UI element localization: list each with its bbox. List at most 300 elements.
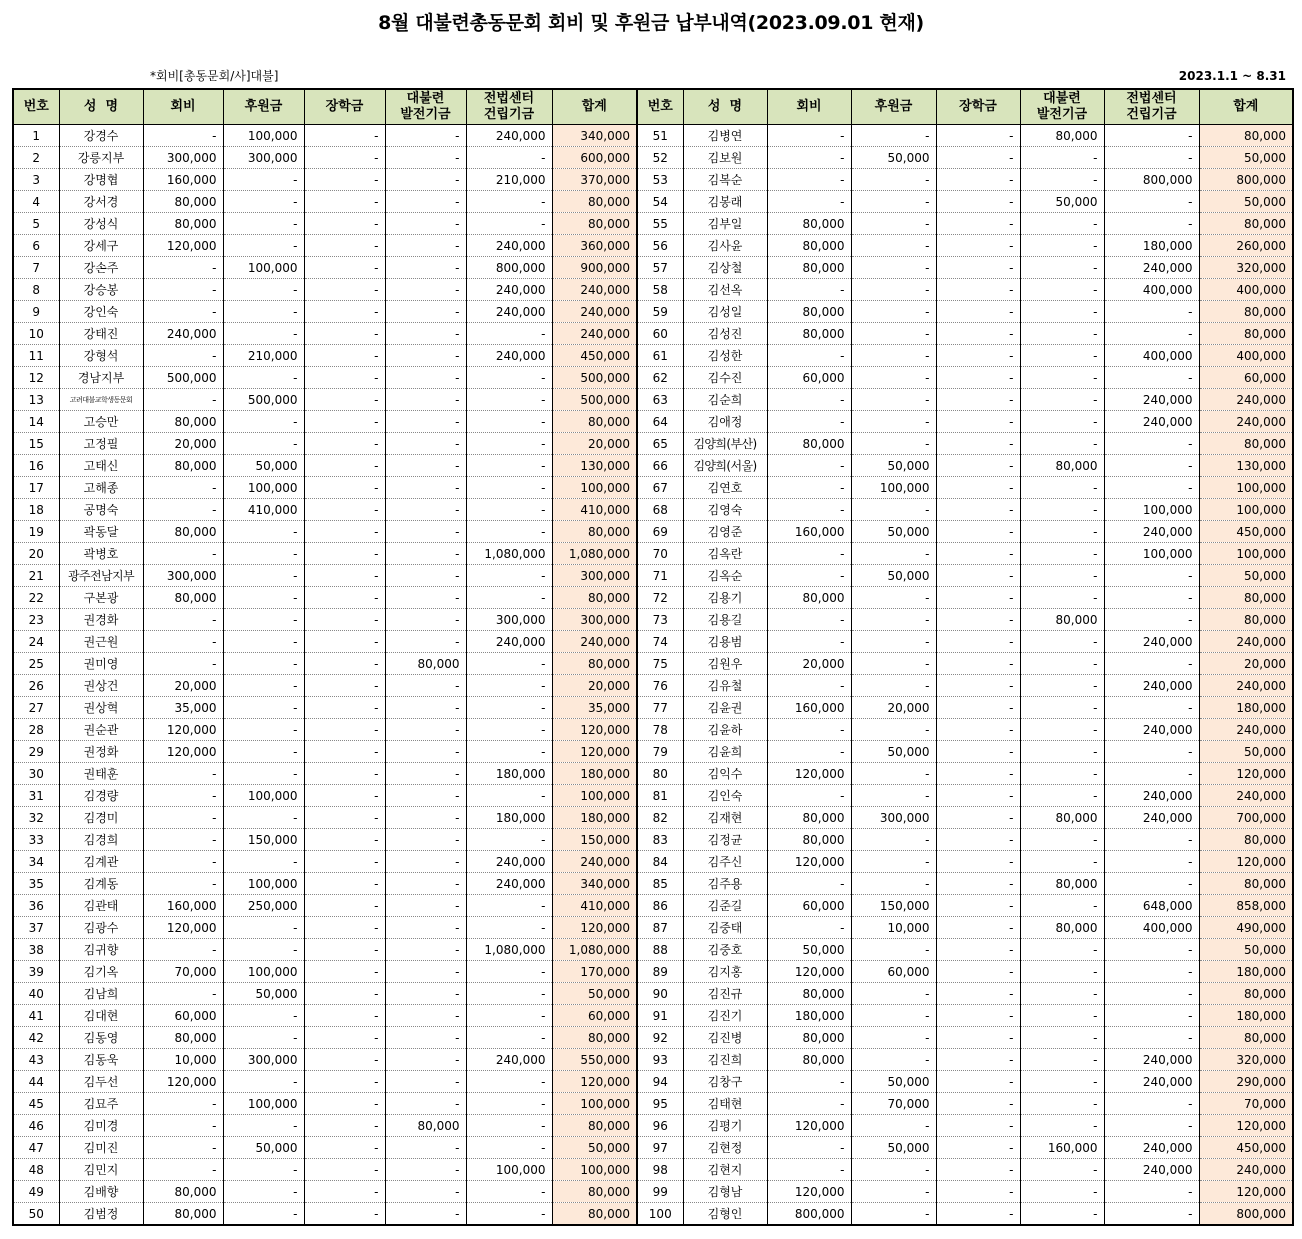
cell-dues-right: 800,000 bbox=[767, 1203, 851, 1226]
cell-devfund-left: - bbox=[385, 213, 466, 235]
cell-devfund-left: - bbox=[385, 1159, 466, 1181]
cell-devfund-left: - bbox=[385, 1027, 466, 1049]
cell-no-left: 29 bbox=[13, 741, 59, 763]
table-row bbox=[13, 1005, 1293, 1027]
cell-name-left: 권근원 bbox=[59, 631, 143, 653]
cell-no-left: 24 bbox=[13, 631, 59, 653]
cell-dues-left: - bbox=[143, 631, 223, 653]
cell-name-right: 김복순 bbox=[683, 169, 767, 191]
cell-centerfund-left: - bbox=[466, 829, 552, 851]
cell-centerfund-left: - bbox=[466, 389, 552, 411]
cell-centerfund-left: 300,000 bbox=[466, 609, 552, 631]
cell-dues-right: - bbox=[767, 125, 851, 147]
cell-devfund-right: - bbox=[1020, 345, 1104, 367]
cell-dues-right: - bbox=[767, 741, 851, 763]
cell-dues-right: - bbox=[767, 609, 851, 631]
table-row bbox=[13, 1137, 1293, 1159]
cell-donation-left: - bbox=[223, 1005, 304, 1027]
cell-scholarship-right: - bbox=[936, 1115, 1020, 1137]
cell-dues-right: - bbox=[767, 565, 851, 587]
cell-name-left: 김묘주 bbox=[59, 1093, 143, 1115]
cell-devfund-left: - bbox=[385, 1203, 466, 1226]
cell-donation-right: - bbox=[851, 1181, 936, 1203]
cell-devfund-left: - bbox=[385, 279, 466, 301]
cell-total-left: 120,000 bbox=[552, 1071, 637, 1093]
cell-no-right: 96 bbox=[637, 1115, 683, 1137]
cell-scholarship-right: - bbox=[936, 301, 1020, 323]
cell-dues-left: 35,000 bbox=[143, 697, 223, 719]
cell-scholarship-right: - bbox=[936, 367, 1020, 389]
cell-devfund-right: - bbox=[1020, 675, 1104, 697]
cell-dues-left: 70,000 bbox=[143, 961, 223, 983]
cell-devfund-right: 160,000 bbox=[1020, 1137, 1104, 1159]
cell-donation-left: - bbox=[223, 411, 304, 433]
cell-total-right: 100,000 bbox=[1199, 499, 1293, 521]
cell-dues-left: - bbox=[143, 829, 223, 851]
cell-centerfund-right: - bbox=[1104, 741, 1199, 763]
cell-total-right: 800,000 bbox=[1199, 1203, 1293, 1226]
cell-scholarship-left: - bbox=[304, 1005, 385, 1027]
cell-total-right: 50,000 bbox=[1199, 741, 1293, 763]
cell-name-right: 김유철 bbox=[683, 675, 767, 697]
cell-centerfund-left: - bbox=[466, 917, 552, 939]
cell-total-left: 500,000 bbox=[552, 367, 637, 389]
cell-donation-right: 300,000 bbox=[851, 807, 936, 829]
cell-scholarship-left: - bbox=[304, 389, 385, 411]
cell-donation-right: - bbox=[851, 1203, 936, 1226]
cell-scholarship-left: - bbox=[304, 1093, 385, 1115]
cell-donation-left: 100,000 bbox=[223, 785, 304, 807]
cell-centerfund-right: 240,000 bbox=[1104, 631, 1199, 653]
cell-scholarship-right: - bbox=[936, 389, 1020, 411]
cell-name-right: 김성한 bbox=[683, 345, 767, 367]
cell-scholarship-right: - bbox=[936, 455, 1020, 477]
cell-donation-left: - bbox=[223, 1027, 304, 1049]
cell-dues-left: 160,000 bbox=[143, 169, 223, 191]
cell-no-left: 14 bbox=[13, 411, 59, 433]
cell-scholarship-left: - bbox=[304, 829, 385, 851]
header-dues-right: 회비 bbox=[767, 89, 851, 125]
cell-total-left: 500,000 bbox=[552, 389, 637, 411]
table-row bbox=[13, 257, 1293, 279]
cell-no-left: 37 bbox=[13, 917, 59, 939]
cell-total-right: 120,000 bbox=[1199, 1181, 1293, 1203]
cell-scholarship-left: - bbox=[304, 345, 385, 367]
cell-donation-right: - bbox=[851, 1115, 936, 1137]
cell-name-right: 김순희 bbox=[683, 389, 767, 411]
cell-total-right: 80,000 bbox=[1199, 323, 1293, 345]
cell-donation-left: - bbox=[223, 191, 304, 213]
cell-centerfund-left: - bbox=[466, 1027, 552, 1049]
cell-centerfund-right: - bbox=[1104, 455, 1199, 477]
cell-total-left: 50,000 bbox=[552, 983, 637, 1005]
cell-scholarship-right: - bbox=[936, 697, 1020, 719]
header-scholarship-left: 장학금 bbox=[304, 89, 385, 125]
cell-donation-right: - bbox=[851, 323, 936, 345]
cell-devfund-left: - bbox=[385, 785, 466, 807]
cell-total-left: 450,000 bbox=[552, 345, 637, 367]
cell-dues-left: 80,000 bbox=[143, 1203, 223, 1226]
cell-scholarship-right: - bbox=[936, 543, 1020, 565]
cell-dues-left: - bbox=[143, 1115, 223, 1137]
cell-donation-right: - bbox=[851, 1049, 936, 1071]
table-row bbox=[13, 1115, 1293, 1137]
cell-centerfund-right: - bbox=[1104, 1093, 1199, 1115]
cell-dues-right: - bbox=[767, 389, 851, 411]
cell-devfund-right: - bbox=[1020, 433, 1104, 455]
cell-donation-right: - bbox=[851, 829, 936, 851]
cell-centerfund-left: - bbox=[466, 785, 552, 807]
cell-dues-right: 20,000 bbox=[767, 653, 851, 675]
cell-centerfund-left: 1,080,000 bbox=[466, 939, 552, 961]
cell-total-right: 80,000 bbox=[1199, 1027, 1293, 1049]
cell-centerfund-left: - bbox=[466, 323, 552, 345]
cell-no-right: 99 bbox=[637, 1181, 683, 1203]
cell-centerfund-left: 240,000 bbox=[466, 345, 552, 367]
cell-name-right: 김옥란 bbox=[683, 543, 767, 565]
cell-total-left: 240,000 bbox=[552, 323, 637, 345]
cell-scholarship-left: - bbox=[304, 191, 385, 213]
cell-scholarship-right: - bbox=[936, 653, 1020, 675]
cell-donation-left: - bbox=[223, 213, 304, 235]
cell-name-right: 김재현 bbox=[683, 807, 767, 829]
cell-centerfund-right: - bbox=[1104, 433, 1199, 455]
cell-scholarship-right: - bbox=[936, 323, 1020, 345]
table-row bbox=[13, 433, 1293, 455]
cell-no-left: 25 bbox=[13, 653, 59, 675]
cell-scholarship-right: - bbox=[936, 345, 1020, 367]
cell-name-right: 김애정 bbox=[683, 411, 767, 433]
cell-no-right: 91 bbox=[637, 1005, 683, 1027]
cell-no-right: 56 bbox=[637, 235, 683, 257]
cell-devfund-right: - bbox=[1020, 1005, 1104, 1027]
cell-total-left: 300,000 bbox=[552, 565, 637, 587]
cell-dues-left: 80,000 bbox=[143, 411, 223, 433]
cell-name-right: 김인숙 bbox=[683, 785, 767, 807]
cell-total-right: 80,000 bbox=[1199, 829, 1293, 851]
cell-total-left: 550,000 bbox=[552, 1049, 637, 1071]
cell-name-right: 김진병 bbox=[683, 1027, 767, 1049]
cell-donation-right: 50,000 bbox=[851, 147, 936, 169]
cell-devfund-left: - bbox=[385, 763, 466, 785]
table-row bbox=[13, 235, 1293, 257]
cell-name-right: 김봉래 bbox=[683, 191, 767, 213]
table-row bbox=[13, 609, 1293, 631]
table-row bbox=[13, 851, 1293, 873]
cell-donation-left: - bbox=[223, 741, 304, 763]
cell-donation-left: - bbox=[223, 1115, 304, 1137]
cell-no-left: 23 bbox=[13, 609, 59, 631]
table-row bbox=[13, 917, 1293, 939]
cell-dues-right: 80,000 bbox=[767, 829, 851, 851]
cell-scholarship-left: - bbox=[304, 543, 385, 565]
cell-devfund-left: - bbox=[385, 873, 466, 895]
cell-devfund-right: - bbox=[1020, 257, 1104, 279]
cell-centerfund-left: 180,000 bbox=[466, 807, 552, 829]
cell-donation-right: - bbox=[851, 213, 936, 235]
cell-donation-right: - bbox=[851, 279, 936, 301]
cell-dues-right: 80,000 bbox=[767, 323, 851, 345]
cell-no-left: 33 bbox=[13, 829, 59, 851]
cell-dues-right: - bbox=[767, 1093, 851, 1115]
cell-devfund-left: - bbox=[385, 983, 466, 1005]
table-row bbox=[13, 1071, 1293, 1093]
cell-dues-right: - bbox=[767, 675, 851, 697]
cell-no-left: 45 bbox=[13, 1093, 59, 1115]
header-name-left: 성 명 bbox=[59, 89, 143, 125]
cell-no-right: 83 bbox=[637, 829, 683, 851]
cell-total-right: 800,000 bbox=[1199, 169, 1293, 191]
cell-scholarship-right: - bbox=[936, 1181, 1020, 1203]
cell-devfund-left: - bbox=[385, 1137, 466, 1159]
cell-name-left: 공명숙 bbox=[59, 499, 143, 521]
cell-name-right: 김중태 bbox=[683, 917, 767, 939]
cell-dues-right: - bbox=[767, 411, 851, 433]
cell-donation-right: - bbox=[851, 851, 936, 873]
cell-no-left: 5 bbox=[13, 213, 59, 235]
cell-scholarship-right: - bbox=[936, 1049, 1020, 1071]
ledger-body bbox=[13, 125, 1293, 1226]
cell-name-right: 김지홍 bbox=[683, 961, 767, 983]
cell-no-left: 2 bbox=[13, 147, 59, 169]
cell-no-right: 58 bbox=[637, 279, 683, 301]
cell-dues-right: - bbox=[767, 719, 851, 741]
cell-no-left: 39 bbox=[13, 961, 59, 983]
cell-no-left: 13 bbox=[13, 389, 59, 411]
cell-name-right: 김영숙 bbox=[683, 499, 767, 521]
cell-dues-right: - bbox=[767, 279, 851, 301]
cell-centerfund-left: - bbox=[466, 1137, 552, 1159]
cell-devfund-right: - bbox=[1020, 631, 1104, 653]
cell-donation-left: - bbox=[223, 521, 304, 543]
cell-dues-right: 80,000 bbox=[767, 1027, 851, 1049]
cell-donation-left: - bbox=[223, 917, 304, 939]
header-dues-left: 회비 bbox=[143, 89, 223, 125]
cell-scholarship-right: - bbox=[936, 147, 1020, 169]
cell-scholarship-right: - bbox=[936, 191, 1020, 213]
cell-total-left: 80,000 bbox=[552, 521, 637, 543]
cell-donation-right: - bbox=[851, 719, 936, 741]
cell-devfund-left: - bbox=[385, 1005, 466, 1027]
header-scholarship-right: 장학금 bbox=[936, 89, 1020, 125]
cell-scholarship-right: - bbox=[936, 917, 1020, 939]
cell-dues-right: 80,000 bbox=[767, 301, 851, 323]
cell-name-left: 고해종 bbox=[59, 477, 143, 499]
cell-centerfund-right: - bbox=[1104, 1115, 1199, 1137]
cell-donation-left: - bbox=[223, 565, 304, 587]
cell-dues-right: 120,000 bbox=[767, 961, 851, 983]
cell-total-left: 80,000 bbox=[552, 1181, 637, 1203]
cell-no-right: 88 bbox=[637, 939, 683, 961]
cell-name-right: 김상철 bbox=[683, 257, 767, 279]
cell-scholarship-right: - bbox=[936, 763, 1020, 785]
cell-dues-left: - bbox=[143, 477, 223, 499]
table-row bbox=[13, 653, 1293, 675]
cell-donation-left: - bbox=[223, 367, 304, 389]
cell-centerfund-right: 400,000 bbox=[1104, 345, 1199, 367]
cell-total-left: 600,000 bbox=[552, 147, 637, 169]
cell-devfund-right: - bbox=[1020, 389, 1104, 411]
cell-centerfund-right: - bbox=[1104, 477, 1199, 499]
cell-donation-right: 50,000 bbox=[851, 565, 936, 587]
cell-donation-right: - bbox=[851, 169, 936, 191]
cell-total-left: 300,000 bbox=[552, 609, 637, 631]
cell-total-left: 100,000 bbox=[552, 1093, 637, 1115]
cell-dues-left: - bbox=[143, 389, 223, 411]
cell-total-right: 240,000 bbox=[1199, 719, 1293, 741]
cell-no-left: 15 bbox=[13, 433, 59, 455]
table-row bbox=[13, 587, 1293, 609]
cell-devfund-left: - bbox=[385, 609, 466, 631]
cell-centerfund-right: - bbox=[1104, 851, 1199, 873]
cell-total-right: 450,000 bbox=[1199, 521, 1293, 543]
cell-total-right: 240,000 bbox=[1199, 785, 1293, 807]
cell-total-left: 100,000 bbox=[552, 477, 637, 499]
header-total-right: 합계 bbox=[1199, 89, 1293, 125]
table-row bbox=[13, 741, 1293, 763]
cell-total-right: 80,000 bbox=[1199, 301, 1293, 323]
cell-dues-right: - bbox=[767, 1159, 851, 1181]
cell-centerfund-left: - bbox=[466, 521, 552, 543]
cell-devfund-left: - bbox=[385, 191, 466, 213]
cell-centerfund-right: - bbox=[1104, 1027, 1199, 1049]
cell-name-left: 김기옥 bbox=[59, 961, 143, 983]
cell-scholarship-right: - bbox=[936, 631, 1020, 653]
cell-donation-left: 300,000 bbox=[223, 1049, 304, 1071]
table-row bbox=[13, 499, 1293, 521]
payment-ledger-table bbox=[12, 88, 1294, 1226]
cell-name-left: 김대현 bbox=[59, 1005, 143, 1027]
table-row bbox=[13, 279, 1293, 301]
cell-name-left: 김범정 bbox=[59, 1203, 143, 1226]
cell-devfund-left: - bbox=[385, 807, 466, 829]
cell-total-left: 35,000 bbox=[552, 697, 637, 719]
cell-donation-right: - bbox=[851, 1159, 936, 1181]
cell-no-right: 66 bbox=[637, 455, 683, 477]
cell-name-left: 고려대불교학생동문회 bbox=[59, 389, 143, 411]
cell-total-left: 410,000 bbox=[552, 499, 637, 521]
cell-donation-right: 100,000 bbox=[851, 477, 936, 499]
cell-scholarship-left: - bbox=[304, 1137, 385, 1159]
cell-devfund-right: - bbox=[1020, 279, 1104, 301]
cell-no-right: 89 bbox=[637, 961, 683, 983]
cell-devfund-right: - bbox=[1020, 411, 1104, 433]
cell-donation-right: 150,000 bbox=[851, 895, 936, 917]
cell-scholarship-right: - bbox=[936, 235, 1020, 257]
cell-donation-left: - bbox=[223, 807, 304, 829]
cell-total-right: 60,000 bbox=[1199, 367, 1293, 389]
cell-scholarship-right: - bbox=[936, 873, 1020, 895]
cell-devfund-right: - bbox=[1020, 367, 1104, 389]
cell-scholarship-left: - bbox=[304, 675, 385, 697]
cell-name-right: 김성일 bbox=[683, 301, 767, 323]
cell-no-left: 17 bbox=[13, 477, 59, 499]
cell-centerfund-left: - bbox=[466, 895, 552, 917]
cell-centerfund-left: - bbox=[466, 653, 552, 675]
cell-dues-left: 80,000 bbox=[143, 191, 223, 213]
cell-name-left: 강승봉 bbox=[59, 279, 143, 301]
cell-scholarship-left: - bbox=[304, 939, 385, 961]
cell-scholarship-left: - bbox=[304, 631, 385, 653]
cell-name-left: 김계관 bbox=[59, 851, 143, 873]
cell-donation-right: - bbox=[851, 675, 936, 697]
cell-no-left: 16 bbox=[13, 455, 59, 477]
cell-devfund-left: - bbox=[385, 675, 466, 697]
cell-dues-left: 160,000 bbox=[143, 895, 223, 917]
cell-centerfund-right: 100,000 bbox=[1104, 499, 1199, 521]
cell-scholarship-left: - bbox=[304, 125, 385, 147]
cell-devfund-right: - bbox=[1020, 301, 1104, 323]
cell-donation-right: - bbox=[851, 345, 936, 367]
cell-centerfund-right: - bbox=[1104, 939, 1199, 961]
cell-no-right: 72 bbox=[637, 587, 683, 609]
cell-name-right: 김윤권 bbox=[683, 697, 767, 719]
cell-name-left: 강릉지부 bbox=[59, 147, 143, 169]
cell-name-left: 김배향 bbox=[59, 1181, 143, 1203]
cell-scholarship-left: - bbox=[304, 807, 385, 829]
cell-total-left: 180,000 bbox=[552, 807, 637, 829]
cell-no-right: 59 bbox=[637, 301, 683, 323]
cell-name-right: 김진기 bbox=[683, 1005, 767, 1027]
cell-dues-left: - bbox=[143, 279, 223, 301]
cell-centerfund-left: - bbox=[466, 587, 552, 609]
cell-no-left: 49 bbox=[13, 1181, 59, 1203]
cell-centerfund-left: 1,080,000 bbox=[466, 543, 552, 565]
table-row bbox=[13, 301, 1293, 323]
cell-scholarship-right: - bbox=[936, 1203, 1020, 1226]
cell-no-right: 100 bbox=[637, 1203, 683, 1226]
cell-devfund-left: - bbox=[385, 477, 466, 499]
cell-total-left: 80,000 bbox=[552, 653, 637, 675]
cell-name-right: 김용길 bbox=[683, 609, 767, 631]
cell-name-left: 김동영 bbox=[59, 1027, 143, 1049]
cell-scholarship-left: - bbox=[304, 587, 385, 609]
cell-scholarship-left: - bbox=[304, 719, 385, 741]
cell-dues-right: 120,000 bbox=[767, 851, 851, 873]
table-row bbox=[13, 323, 1293, 345]
cell-no-right: 81 bbox=[637, 785, 683, 807]
cell-devfund-right: - bbox=[1020, 147, 1104, 169]
cell-total-right: 240,000 bbox=[1199, 1159, 1293, 1181]
cell-donation-left: - bbox=[223, 1203, 304, 1226]
cell-dues-right: - bbox=[767, 917, 851, 939]
cell-scholarship-left: - bbox=[304, 653, 385, 675]
cell-donation-left: 300,000 bbox=[223, 147, 304, 169]
cell-name-left: 권상건 bbox=[59, 675, 143, 697]
table-row bbox=[13, 1093, 1293, 1115]
cell-name-left: 김동욱 bbox=[59, 1049, 143, 1071]
cell-donation-left: - bbox=[223, 697, 304, 719]
cell-total-left: 1,080,000 bbox=[552, 939, 637, 961]
cell-centerfund-left: - bbox=[466, 455, 552, 477]
cell-total-right: 20,000 bbox=[1199, 653, 1293, 675]
cell-scholarship-left: - bbox=[304, 873, 385, 895]
cell-name-left: 권미영 bbox=[59, 653, 143, 675]
cell-devfund-left: - bbox=[385, 917, 466, 939]
cell-no-right: 82 bbox=[637, 807, 683, 829]
cell-total-right: 700,000 bbox=[1199, 807, 1293, 829]
cell-scholarship-left: - bbox=[304, 565, 385, 587]
cell-devfund-left: - bbox=[385, 587, 466, 609]
cell-scholarship-right: - bbox=[936, 895, 1020, 917]
cell-donation-left: 50,000 bbox=[223, 983, 304, 1005]
cell-donation-right: - bbox=[851, 125, 936, 147]
cell-centerfund-right: 400,000 bbox=[1104, 279, 1199, 301]
cell-centerfund-left: 210,000 bbox=[466, 169, 552, 191]
cell-donation-right: - bbox=[851, 367, 936, 389]
cell-total-right: 50,000 bbox=[1199, 147, 1293, 169]
cell-centerfund-right: 240,000 bbox=[1104, 521, 1199, 543]
